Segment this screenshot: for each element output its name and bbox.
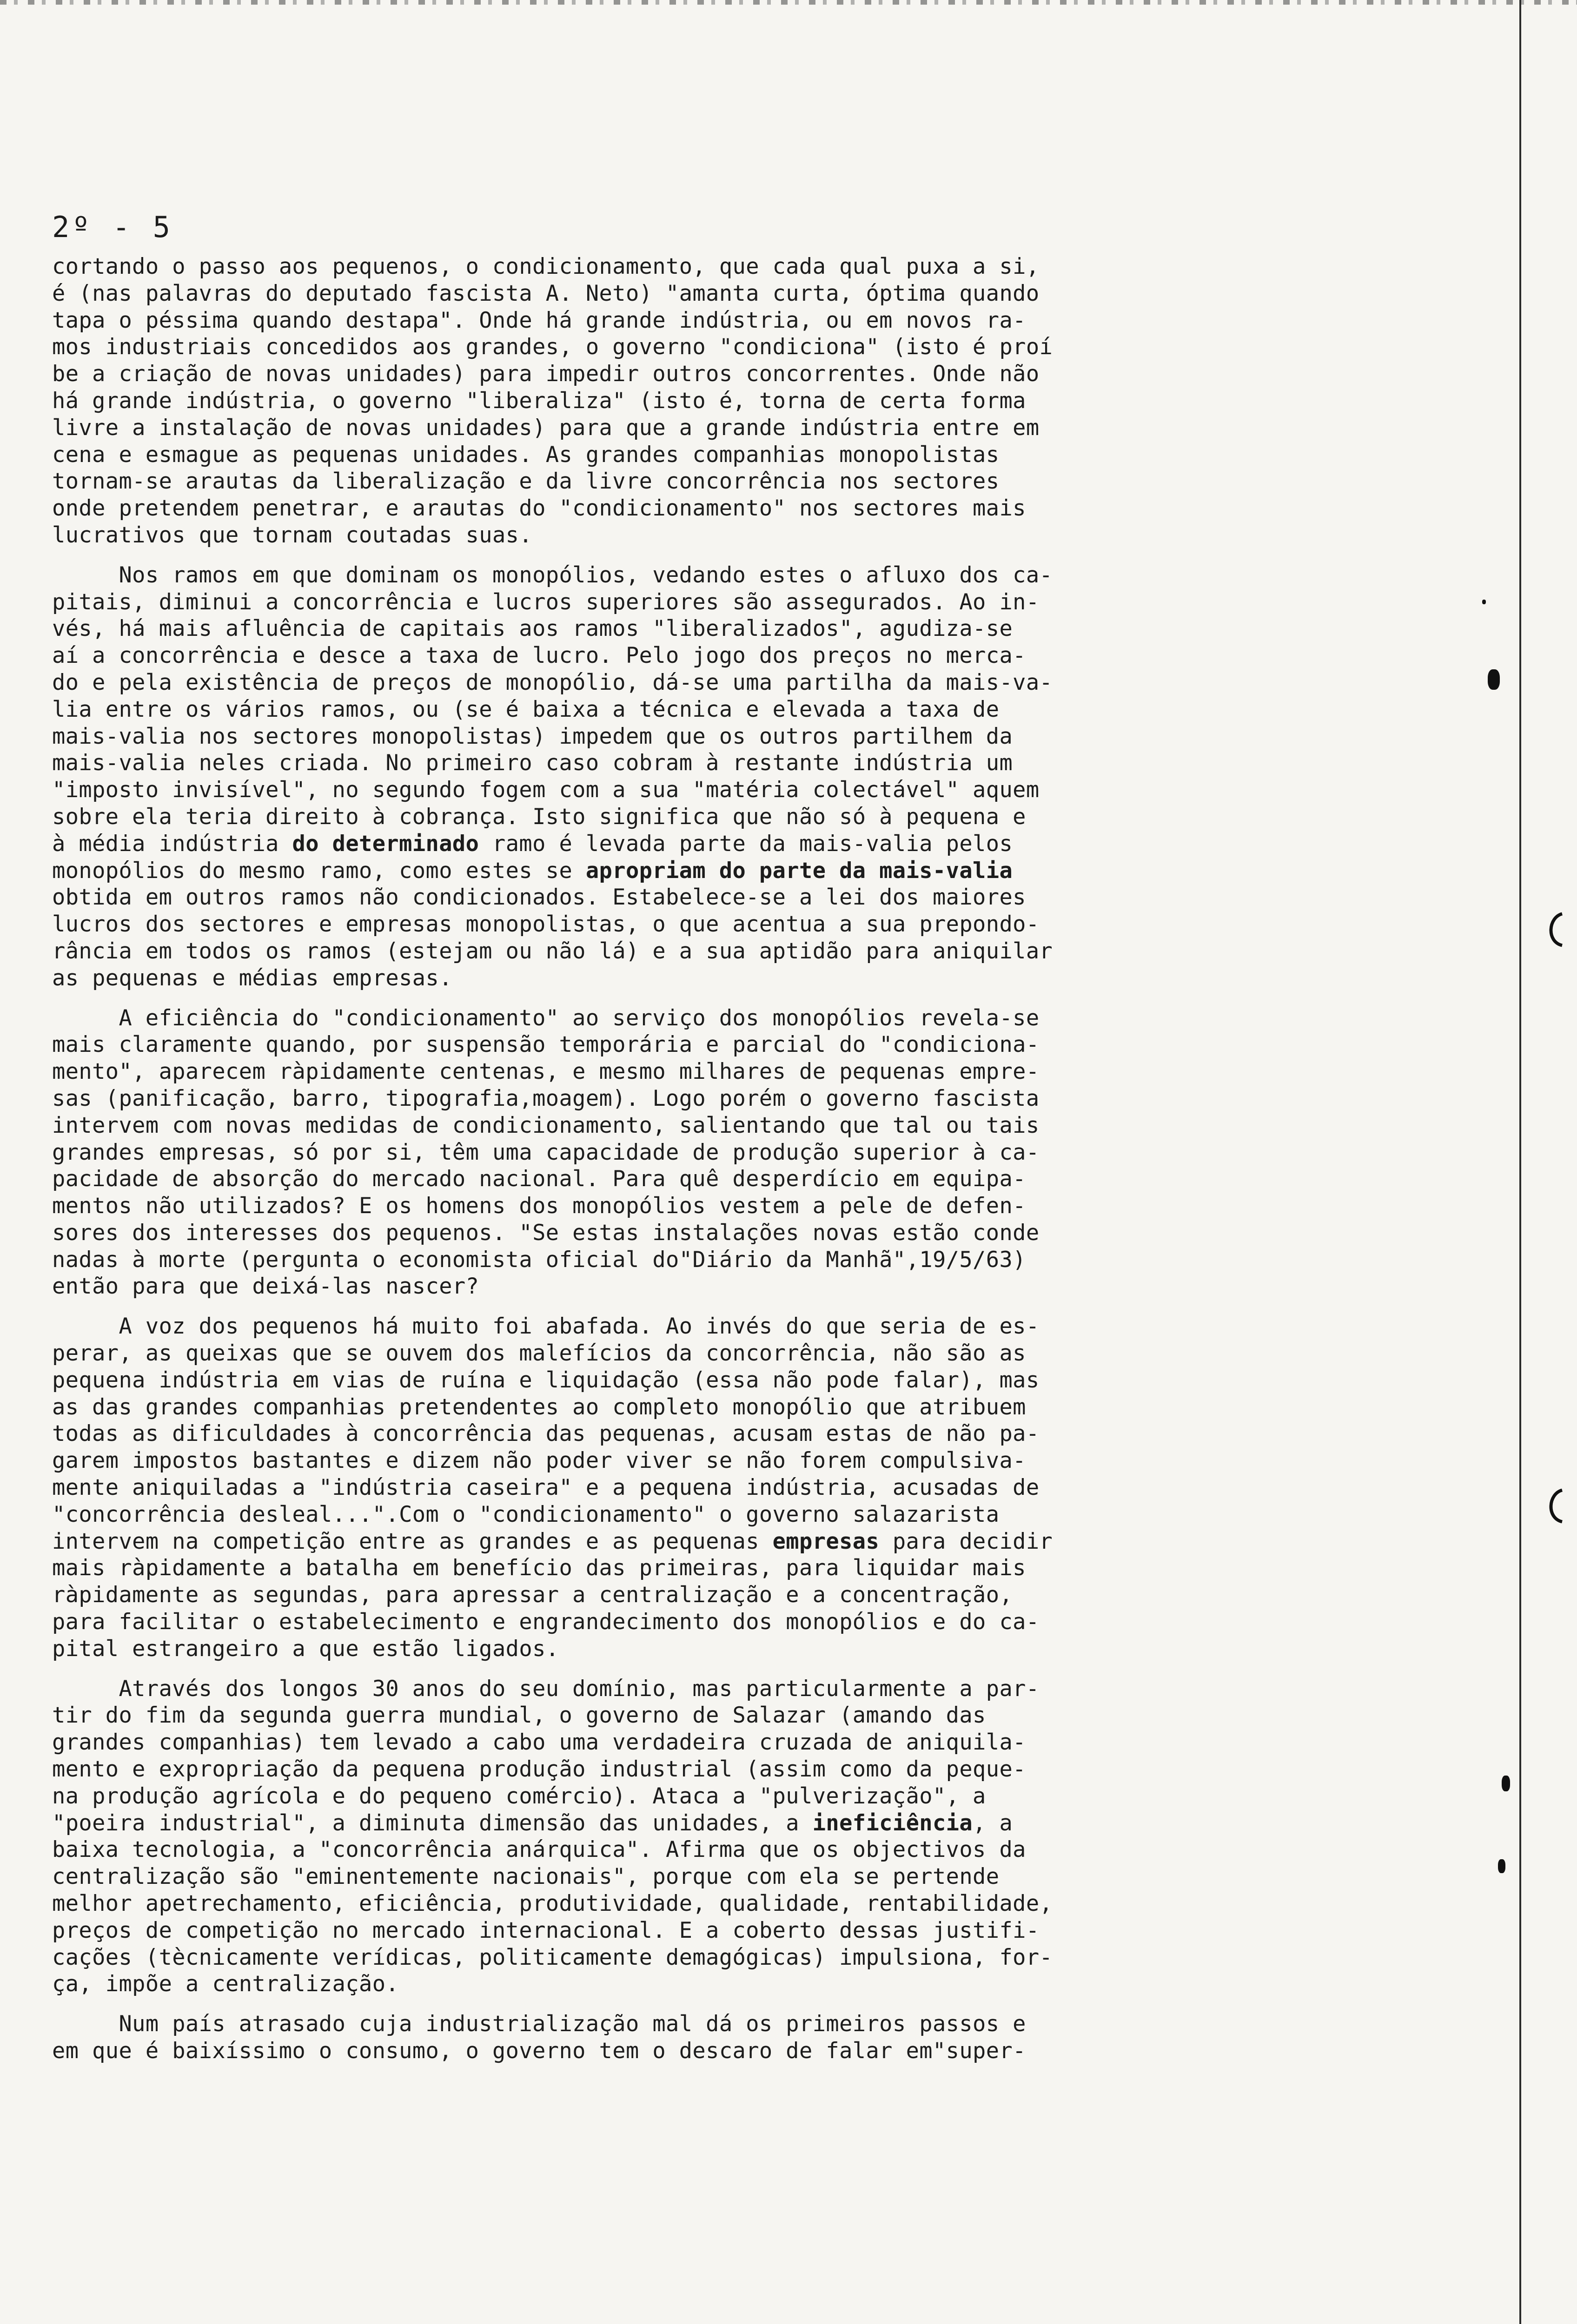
- text-line: ça, impõe a centralização.: [52, 1971, 399, 1997]
- paragraph-gap: [52, 992, 1456, 1005]
- text-line: "concorrência desleal...".Com o "condicionamento" o governo salazarista: [52, 1501, 1000, 1527]
- text-line: "imposto invisível", no segundo fogem com a sua "matéria colectável" aquem: [52, 777, 1040, 803]
- text-line: Num país atrasado cuja industrialização mal dá os primeiros passos e: [52, 2011, 1026, 2037]
- text-line: onde pretendem penetrar, e arautas do "condicionamento" nos sectores mais: [52, 495, 1026, 522]
- paragraph-gap: [52, 1998, 1456, 2011]
- text-line: vés, há mais afluência de capitais aos ramos "liberalizados", agudiza-se: [52, 616, 1013, 642]
- punch-hole-top: [1544, 911, 1570, 948]
- top-border-noise: [0, 0, 1577, 5]
- text-line: intervem na competição entre as grandes e as pequenas empresas para decidir: [52, 1528, 1053, 1554]
- text-line: Nos ramos em que dominam os monopólios, vedando estes o afluxo dos ca-: [52, 562, 1053, 588]
- text-line: sobre ela teria direito à cobrança. Isto significa que não só à pequena e: [52, 804, 1026, 830]
- text-line: é (nas palavras do deputado fascista A. Neto) "amanta curta, óptima quando: [52, 280, 1040, 306]
- text-line: lucros dos sectores e empresas monopolistas, o que acentua a sua prepondo-: [52, 911, 1040, 938]
- text-line: A voz dos pequenos há muito foi abafada. Ao invés do que seria de es-: [52, 1314, 1040, 1340]
- ink-mark: [1502, 1776, 1510, 1791]
- text-line: "poeira industrial", a diminuta dimensão das unidades, a ineficiência, a: [52, 1810, 1013, 1836]
- text-line: todas as dificuldades à concorrência das pequenas, acusam estas de não pa-: [52, 1421, 1040, 1447]
- text-line: lucrativos que tornam coutadas suas.: [52, 522, 533, 548]
- text-line: tapa o péssima quando destapa". Onde há grande indústria, ou em novos ra-: [52, 307, 1026, 333]
- text-line: obtida em outros ramos não condicionados. Estabelece-se a lei dos maiores: [52, 885, 1026, 911]
- text-line: há grande indústria, o governo "liberaliza" (isto é, torna de certa forma: [52, 388, 1026, 414]
- text-line: mos industriais concedidos aos grandes, o governo "condiciona" (isto é proí: [52, 334, 1053, 360]
- text-line: grandes empresas, só por si, têm uma capacidade de produção superior à ca-: [52, 1139, 1040, 1165]
- right-margin-rule: [1519, 0, 1521, 2324]
- text-line: mais claramente quando, por suspensão temporária e parcial do "condiciona-: [52, 1032, 1040, 1058]
- text-line: tir do fim da segunda guerra mundial, o governo de Salazar (amando das: [52, 1703, 986, 1729]
- text-line: baixa tecnologia, a "concorrência anárquica". Afirma que os objectivos da: [52, 1837, 1026, 1863]
- text-line: na produção agrícola e do pequeno comércio). Ataca a "pulverização", a: [52, 1783, 986, 1809]
- text-line: be a criação de novas unidades) para impedir outros concorrentes. Onde não: [52, 361, 1040, 387]
- text-line: então para que deixá-las nascer?: [52, 1274, 479, 1300]
- text-line: mento e expropriação da pequena produção industrial (assim como da peque-: [52, 1756, 1026, 1783]
- paragraph-gap: [52, 549, 1456, 562]
- text-line: mais-valia neles criada. No primeiro caso cobram à restante indústria um: [52, 750, 1013, 776]
- text-line: sores dos interesses dos pequenos. "Se estas instalações novas estão conde: [52, 1220, 1040, 1246]
- text-line: cortando o passo aos pequenos, o condicionamento, que cada qual puxa a si,: [52, 254, 1040, 279]
- text-line: para facilitar o estabelecimento e engrandecimento dos monopólios e do ca-: [52, 1609, 1040, 1635]
- text-line: intervem com novas medidas de condicionamento, salientando que tal ou tais: [52, 1112, 1040, 1138]
- text-line: do e pela existência de preços de monopólio, dá-se uma partilha da mais-va-: [52, 669, 1053, 695]
- text-line: pacidade de absorção do mercado nacional. Para quê desperdício em equipa-: [52, 1166, 1026, 1192]
- text-line: centralização são "eminentemente nacionais", porque com ela se pertende: [52, 1864, 1000, 1890]
- text-line: preços de competição no mercado internacional. E a coberto dessas justifi-: [52, 1917, 1040, 1943]
- text-line: lia entre os vários ramos, ou (se é baixa a técnica e elevada a taxa de: [52, 696, 1000, 722]
- paragraph-gap: [52, 1300, 1456, 1313]
- text-line: A eficiência do "condicionamento" ao serviço dos monopólios revela-se: [52, 1005, 1040, 1031]
- text-line: à média indústria do determinado ramo é levada parte da mais-valia pelos: [52, 831, 1013, 857]
- text-line: ràpidamente as segundas, para apressar a centralização e a concentração,: [52, 1582, 1013, 1608]
- text-line: pitais, diminui a concorrência e lucros superiores são assegurados. Ao in-: [52, 589, 1040, 615]
- text-line: grandes companhias) tem levado a cabo uma verdadeira cruzada de aniquila-: [52, 1730, 1026, 1756]
- text-line: as pequenas e médias empresas.: [52, 965, 452, 991]
- text-line: em que é baixíssimo o consumo, o governo tem o descaro de falar em"super-: [52, 2038, 1026, 2064]
- text-line: cações (tècnicamente verídicas, politicamente demagógicas) impulsiona, for-: [52, 1944, 1053, 1970]
- text-line: sas (panificação, barro, tipografia,moagem). Logo porém o governo fascista: [52, 1085, 1040, 1111]
- text-line: mais-valia nos sectores monopolistas) impedem que os outros partilhem da: [52, 723, 1013, 749]
- text-line: aí a concorrência e desce a taxa de lucro. Pelo jogo dos preços no merca-: [52, 643, 1026, 669]
- ink-mark: [1498, 1859, 1505, 1873]
- body-text: [52, 253, 1456, 2065]
- text-line: tornam-se arautas da liberalização e da livre concorrência nos sectores: [52, 469, 1000, 495]
- text-line: Através dos longos 30 anos do seu domínio, mas particularmente a par-: [52, 1676, 1040, 1702]
- text-line: cena e esmague as pequenas unidades. As grandes companhias monopolistas: [52, 442, 1000, 468]
- text-line: melhor apetrechamento, eficiência, produtividade, qualidade, rentabilidade,: [52, 1891, 1053, 1917]
- text-line: pequena indústria em vias de ruína e liquidação (essa não pode falar), mas: [52, 1367, 1040, 1393]
- ink-speck: [1482, 600, 1486, 604]
- text-line: rância em todos os ramos (estejam ou não lá) e a sua aptidão para aniquilar: [52, 938, 1053, 964]
- text-line: as das grandes companhias pretendentes ao completo monopólio que atribuem: [52, 1394, 1026, 1420]
- text-line: pital estrangeiro a que estão ligados.: [52, 1636, 559, 1662]
- text-line: mais ràpidamente a batalha em benefício das primeiras, para liquidar mais: [52, 1555, 1026, 1581]
- text-line: monopólios do mesmo ramo, como estes se apropriam do parte da mais-valia: [52, 858, 1013, 884]
- punch-hole-bottom: [1544, 1487, 1570, 1525]
- page-number: 2º - 5: [52, 210, 173, 244]
- text-line: mento", aparecem ràpidamente centenas, e mesmo milhares de pequenas empre-: [52, 1059, 1040, 1085]
- ink-mark: [1488, 669, 1500, 690]
- text-line: mentos não utilizados? E os homens dos monopólios vestem a pele de defen-: [52, 1193, 1026, 1219]
- text-line: garem impostos bastantes e dizem não poder viver se não forem compulsiva-: [52, 1448, 1026, 1474]
- paragraph-gap: [52, 1663, 1456, 1676]
- text-line: perar, as queixas que se ouvem dos malefícios da concorrência, não são as: [52, 1340, 1026, 1367]
- text-line: nadas à morte (pergunta o economista oficial do"Diário da Manhã",19/5/63): [52, 1247, 1026, 1273]
- text-line: livre a instalação de novas unidades) para que a grande indústria entre em: [52, 415, 1040, 441]
- text-line: mente aniquiladas a "indústria caseira" e a pequena indústria, acusadas de: [52, 1475, 1040, 1501]
